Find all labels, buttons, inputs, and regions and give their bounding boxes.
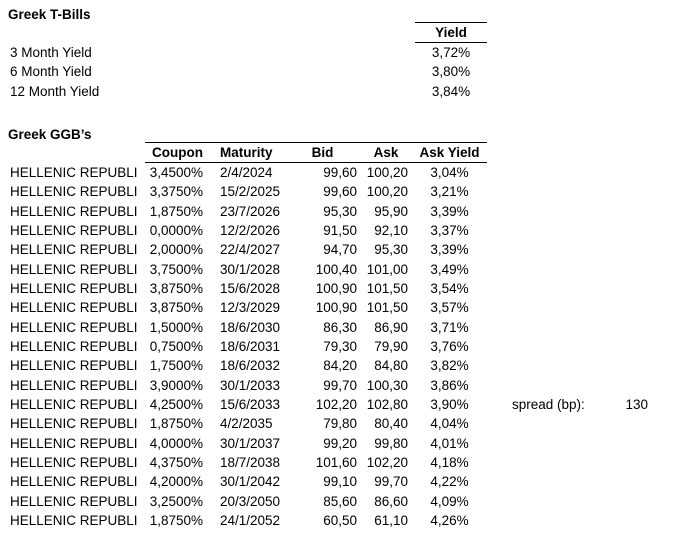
- bond-ask: 86,90: [374, 319, 408, 335]
- bond-bid: 85,60: [323, 493, 357, 509]
- bond-ask: 99,80: [374, 435, 408, 451]
- tbill-row-label: 3 Month Yield: [10, 45, 92, 60]
- bond-ask-yield: 4,18%: [430, 454, 469, 470]
- tbill-row-label: 12 Month Yield: [10, 83, 100, 99]
- bond-name: HELLENIC REPUBLI: [10, 242, 138, 258]
- bond-name: HELLENIC REPUBLI: [10, 300, 138, 316]
- ggb-header-ask-yield: Ask Yield: [412, 142, 487, 163]
- tbill-row-label: 6 Month Yield: [10, 64, 92, 80]
- ggb-bond-row: [8, 395, 487, 414]
- bond-ask: 92,10: [374, 222, 408, 238]
- bond-bid: 99,60: [323, 165, 357, 180]
- bond-bid: 91,50: [323, 222, 357, 238]
- bond-name: HELLENIC REPUBLI: [10, 493, 138, 509]
- bond-name: HELLENIC REPUBLI: [10, 222, 138, 238]
- bond-coupon: 4,2500%: [149, 396, 203, 412]
- bond-ask-yield: 3,37%: [430, 222, 469, 238]
- bond-bid: 99,10: [323, 474, 357, 490]
- ggb-bond-row: [8, 163, 487, 182]
- ggb-header-coupon: Coupon: [145, 142, 210, 163]
- ggb-bond-row: [8, 511, 487, 530]
- bond-bid: 100,40: [315, 261, 357, 277]
- bond-maturity: 2/4/2024: [220, 165, 273, 180]
- bond-name: HELLENIC REPUBLI: [10, 454, 138, 470]
- bond-coupon: 3,8750%: [149, 300, 203, 316]
- bond-name: HELLENIC REPUBLI: [10, 203, 138, 219]
- bond-maturity: 12/2/2026: [220, 222, 281, 238]
- bond-bid: 100,90: [315, 280, 357, 296]
- bond-maturity: 15/2/2025: [220, 184, 281, 200]
- bond-ask: 100,20: [366, 165, 408, 180]
- ggb-bond-row: [8, 356, 487, 375]
- bond-ask: 80,40: [374, 416, 408, 432]
- bond-ask-yield: 3,21%: [430, 184, 469, 200]
- bond-name: HELLENIC REPUBLI: [10, 338, 138, 354]
- bond-ask-yield: 4,04%: [430, 416, 469, 432]
- bond-bid: 100,90: [315, 300, 357, 316]
- ggb-bond-row: [8, 492, 487, 511]
- tbills-section-title: Greek T-Bills: [8, 7, 91, 22]
- bond-ask: 101,50: [366, 280, 408, 296]
- bond-maturity: 30/1/2028: [220, 261, 281, 277]
- ggb-header-maturity: Maturity: [210, 142, 285, 163]
- bond-name: HELLENIC REPUBLI: [10, 358, 138, 374]
- bond-bid: 102,20: [315, 396, 357, 412]
- ggb-bond-row: [8, 260, 487, 279]
- bond-ask: 79,90: [374, 338, 408, 354]
- bond-ask: 61,10: [374, 512, 408, 528]
- bond-bid: 99,60: [323, 184, 357, 200]
- bond-coupon: 1,7500%: [149, 358, 203, 374]
- bond-ask: 84,80: [374, 358, 408, 374]
- bond-ask: 100,20: [366, 184, 408, 200]
- tbills-table: [8, 43, 487, 101]
- bond-ask: 102,80: [366, 396, 408, 412]
- ggb-header-spacer: [8, 142, 145, 163]
- bond-bid: 86,30: [323, 319, 357, 335]
- bond-name: HELLENIC REPUBLI: [10, 474, 138, 490]
- bond-name: HELLENIC REPUBLI: [10, 319, 138, 335]
- ggb-header-row: [8, 142, 487, 163]
- ggb-bond-row: [8, 279, 487, 298]
- bond-maturity: 23/7/2026: [220, 203, 281, 219]
- ggb-bond-row: [8, 318, 487, 337]
- ggb-bond-row: [8, 298, 487, 317]
- tbill-row: [8, 82, 487, 101]
- tbill-row-value: 3,84%: [431, 83, 471, 99]
- tbill-row: [8, 43, 487, 62]
- bond-coupon: 3,9000%: [149, 377, 203, 393]
- bond-ask-yield: 4,01%: [430, 435, 469, 451]
- bond-maturity: 30/1/2037: [220, 435, 281, 451]
- bond-bid: 101,60: [315, 454, 357, 470]
- bond-ask-yield: 3,57%: [430, 300, 469, 316]
- bond-ask-yield: 3,76%: [430, 338, 469, 354]
- bond-ask-yield: 3,54%: [430, 280, 469, 296]
- bond-maturity: 24/1/2052: [220, 512, 281, 528]
- bond-ask-yield: 3,49%: [430, 261, 469, 277]
- ggb-bond-row: [8, 376, 487, 395]
- ggb-bond-row: [8, 182, 487, 201]
- bond-maturity: 18/7/2038: [220, 454, 281, 470]
- tbill-row: [8, 62, 487, 81]
- bond-ask-yield: 3,39%: [430, 203, 469, 219]
- bond-name: HELLENIC REPUBLI: [10, 280, 138, 296]
- bond-coupon: 1,8750%: [149, 416, 203, 432]
- bond-name: HELLENIC REPUBLI: [10, 165, 138, 180]
- bond-name: HELLENIC REPUBLI: [10, 416, 138, 432]
- ggb-bond-row: [8, 472, 487, 491]
- bond-ask-yield: 3,39%: [430, 242, 469, 258]
- bond-coupon: 0,0000%: [149, 222, 203, 238]
- bond-name: HELLENIC REPUBLI: [10, 512, 138, 528]
- bond-coupon: 4,2000%: [149, 474, 203, 490]
- bond-bid: 84,20: [323, 358, 357, 374]
- bond-coupon: 3,4500%: [149, 165, 203, 180]
- bond-ask: 99,70: [374, 474, 408, 490]
- bond-ask-yield: 3,82%: [430, 358, 469, 374]
- bond-coupon: 3,7500%: [149, 261, 203, 277]
- bond-ask-yield: 4,09%: [430, 493, 469, 509]
- bond-bid: 95,30: [323, 203, 357, 219]
- bond-bid: 99,20: [323, 435, 357, 451]
- spread-value: 130: [625, 397, 648, 412]
- ggb-header-bid: Bid: [285, 142, 360, 163]
- bond-name: HELLENIC REPUBLI: [10, 396, 138, 412]
- bond-ask: 102,20: [366, 454, 408, 470]
- bond-ask: 95,90: [374, 203, 408, 219]
- bond-bid: 79,30: [323, 338, 357, 354]
- bond-bid: 99,70: [323, 377, 357, 393]
- bond-maturity: 15/6/2028: [220, 280, 281, 296]
- bond-maturity: 4/2/2035: [220, 416, 273, 432]
- bond-bid: 94,70: [323, 242, 357, 258]
- bond-coupon: 3,3750%: [149, 184, 203, 200]
- bond-ask: 101,50: [366, 300, 408, 316]
- bond-name: HELLENIC REPUBLI: [10, 261, 138, 277]
- bond-ask-yield: 4,26%: [430, 512, 469, 528]
- tbill-row-value: 3,72%: [431, 45, 471, 60]
- ggb-table: [8, 163, 487, 530]
- ggb-bond-row: [8, 434, 487, 453]
- bond-coupon: 1,5000%: [149, 319, 203, 335]
- bond-ask-yield: 4,22%: [430, 474, 469, 490]
- tbills-yield-column-header: Yield: [415, 22, 487, 43]
- bond-ask-yield: 3,90%: [430, 396, 469, 412]
- bond-maturity: 18/6/2031: [220, 338, 281, 354]
- ggb-bond-row: [8, 337, 487, 356]
- bond-bid: 60,50: [323, 512, 357, 528]
- bond-ask: 101,00: [366, 261, 408, 277]
- ggb-bond-row: [8, 240, 487, 259]
- bond-name: HELLENIC REPUBLI: [10, 184, 138, 200]
- bond-ask-yield: 3,71%: [430, 319, 469, 335]
- bond-ask: 95,30: [374, 242, 408, 258]
- bond-coupon: 0,7500%: [149, 338, 203, 354]
- ggb-section-title: Greek GGB’s: [8, 127, 92, 142]
- bond-bid: 79,80: [323, 416, 357, 432]
- ggb-header-ask: Ask: [360, 142, 412, 163]
- bond-ask-yield: 3,04%: [430, 165, 469, 180]
- bond-maturity: 30/1/2033: [220, 377, 281, 393]
- bond-maturity: 15/6/2033: [220, 396, 281, 412]
- spread-label: spread (bp):: [512, 397, 585, 412]
- ggb-bond-row: [8, 221, 487, 240]
- bond-coupon: 1,8750%: [149, 203, 203, 219]
- bond-coupon: 1,8750%: [149, 512, 203, 528]
- bond-name: HELLENIC REPUBLI: [10, 435, 138, 451]
- bond-ask-yield: 3,86%: [430, 377, 469, 393]
- bond-ask: 100,30: [366, 377, 408, 393]
- bond-coupon: 4,3750%: [149, 454, 203, 470]
- ggb-bond-row: [8, 202, 487, 221]
- bond-name: HELLENIC REPUBLI: [10, 377, 138, 393]
- bond-maturity: 22/4/2027: [220, 242, 281, 258]
- ggb-bond-row: [8, 414, 487, 433]
- bond-ask: 86,60: [374, 493, 408, 509]
- ggb-bond-row: [8, 453, 487, 472]
- bond-maturity: 12/3/2029: [220, 300, 281, 316]
- bond-maturity: 18/6/2032: [220, 358, 281, 374]
- bond-maturity: 20/3/2050: [220, 493, 281, 509]
- bond-maturity: 18/6/2030: [220, 319, 281, 335]
- tbill-row-value: 3,80%: [431, 64, 471, 80]
- bond-coupon: 4,0000%: [149, 435, 203, 451]
- bond-maturity: 30/1/2042: [220, 474, 281, 490]
- bond-coupon: 3,2500%: [149, 493, 203, 509]
- bond-coupon: 3,8750%: [149, 280, 203, 296]
- bond-coupon: 2,0000%: [149, 242, 203, 258]
